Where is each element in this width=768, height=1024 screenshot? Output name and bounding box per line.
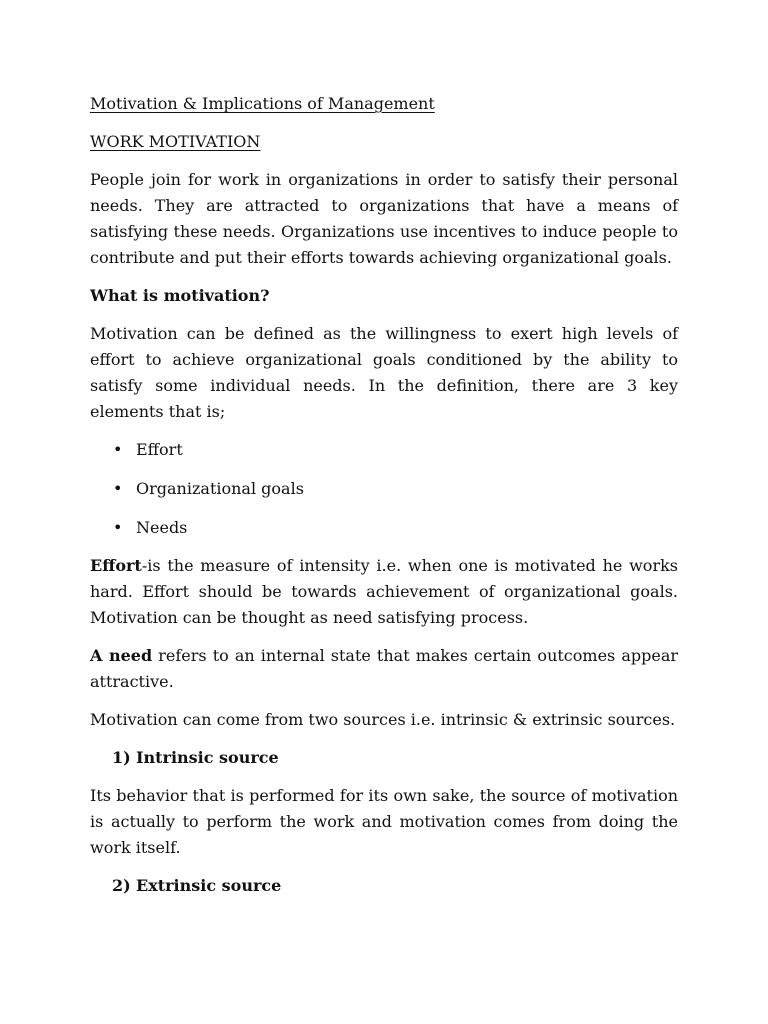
- effort-term: Effort: [90, 556, 142, 575]
- intrinsic-source-label: Intrinsic source: [136, 748, 279, 767]
- question-heading: What is motivation?: [90, 286, 270, 305]
- list-item-text: Needs: [136, 518, 188, 537]
- document-page: [90, 91, 678, 911]
- definition-paragraph: Motivation can be defined as the willingness to exert high levels of effort to achieve organizational goals conditioned by the ability to satisfy some individual needs. In the definition, there are 3 key elements that is;: [90, 324, 678, 421]
- list-number: 1): [112, 748, 131, 767]
- document-title-text: Motivation & Implications of Management: [90, 94, 435, 113]
- sources-paragraph: Motivation can come from two sources i.e. intrinsic & extrinsic sources.: [90, 710, 676, 729]
- section-heading-text: WORK MOTIVATION: [90, 132, 261, 151]
- extrinsic-source-heading: [90, 873, 678, 899]
- intrinsic-source-heading: [90, 745, 678, 771]
- list-item: [90, 437, 678, 463]
- section-heading: [90, 129, 678, 155]
- list-item-text: Organizational goals: [136, 479, 304, 498]
- intrinsic-paragraph: Its behavior that is performed for its own sake, the source of motivation is actually to perform the work and motivation comes from doing the work itself.: [90, 786, 678, 857]
- list-item: [90, 515, 678, 541]
- list-number: 2): [112, 876, 131, 895]
- bullet-icon: •: [113, 518, 123, 537]
- key-elements-list: [90, 437, 678, 541]
- effort-text: -is the measure of intensity i.e. when one is motivated he works hard. Effort should be towards achievement of organizational goals. Motivation can be thought as need satisfying process.: [90, 556, 678, 627]
- document-title: [90, 91, 678, 117]
- bullet-icon: •: [113, 440, 123, 459]
- need-term: A need: [90, 646, 153, 665]
- list-item: [90, 476, 678, 502]
- list-item-text: Effort: [136, 440, 183, 459]
- need-paragraph: [90, 643, 678, 695]
- need-text: refers to an internal state that makes certain outcomes appear attractive.: [90, 646, 679, 691]
- effort-paragraph: [90, 553, 678, 631]
- extrinsic-source-label: Extrinsic source: [136, 876, 282, 895]
- bullet-icon: •: [113, 479, 123, 498]
- intro-paragraph: People join for work in organizations in order to satisfy their personal needs. They are attracted to organizations that have a means of satisfying these needs. Organizations use incentives to induce people to contribute and put their efforts towards achieving organizational goals.: [90, 170, 678, 267]
